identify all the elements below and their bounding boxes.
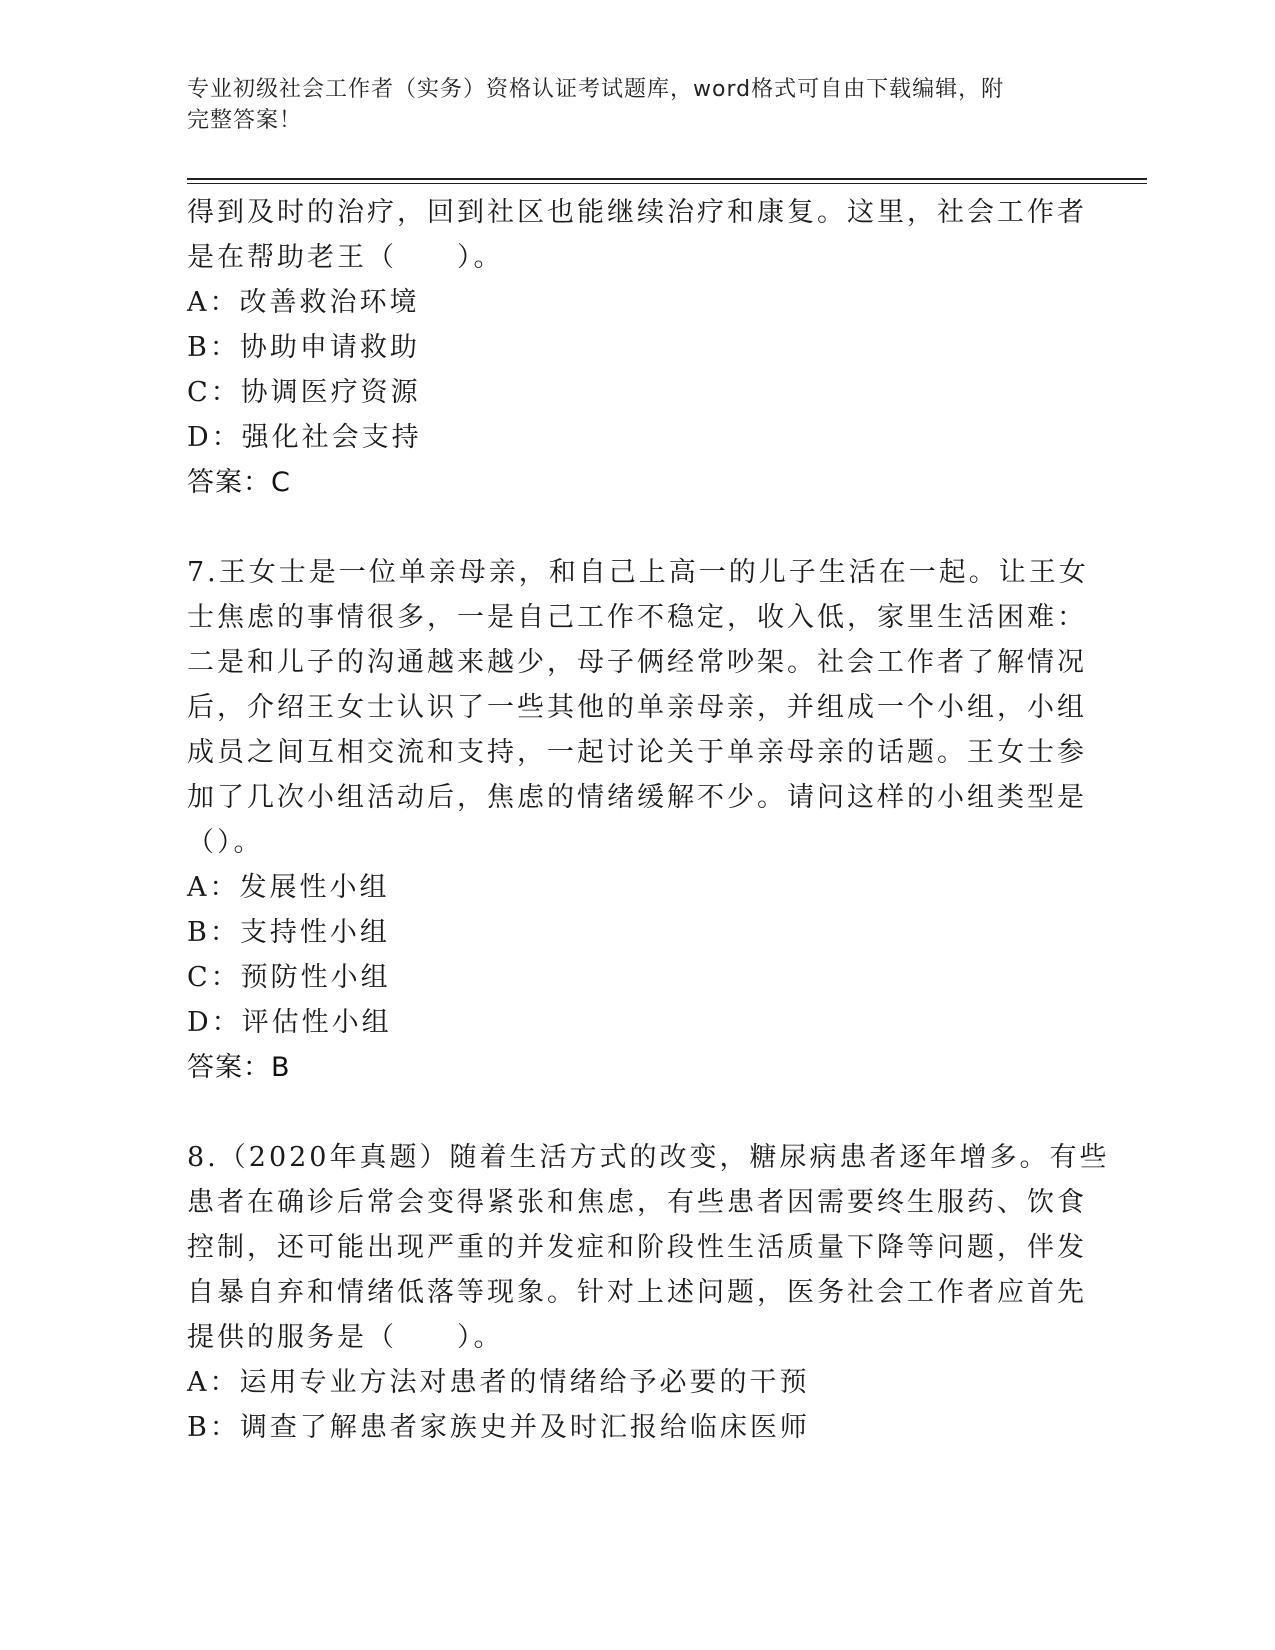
question-stem-line: 后，介绍王女士认识了一些其他的单亲母亲，并组成一个小组，小组 [187,692,1087,723]
question-stem-line: 控制，还可能出现严重的并发症和阶段性生活质量下降等问题，伴发 [187,1232,1087,1263]
option-a: A：运用专业方法对患者的情绪给予必要的干预 [187,1367,810,1398]
option-b: B：协助申请救助 [187,332,420,363]
question-7 [187,550,1089,1090]
option-a: A：发展性小组 [187,872,390,903]
header-rule-thin [187,183,1147,184]
option-d: D：强化社会支持 [187,422,422,453]
option-d: D：评估性小组 [187,1007,392,1038]
question-6 [187,190,1087,505]
question-stem-line: 得到及时的治疗，回到社区也能继续治疗和康复。这里，社会工作者 [187,197,1087,228]
header-rule-thick [187,178,1147,180]
question-stem-line: 自暴自弃和情绪低落等现象。针对上述问题，医务社会工作者应首先 [187,1277,1087,1308]
document-body [187,190,1110,1450]
option-b: B：支持性小组 [187,917,390,948]
answer-line: 答案：B [187,1052,291,1083]
question-stem-line: 提供的服务是（ ）。 [187,1322,504,1353]
question-stem-line: 7.王女士是一位单亲母亲，和自己上高一的儿子生活在一起。让王女 [187,557,1089,588]
answer-line: 答案：C [187,467,291,498]
question-stem-line: 加了几次小组活动后，焦虑的情绪缓解不少。请问这样的小组类型是 [187,782,1087,813]
header-line-1: 专业初级社会工作者（实务）资格认证考试题库，word格式可自由下载编辑，附 [187,77,1005,102]
question-stem-line: 士焦虑的事情很多，一是自己工作不稳定，收入低，家里生活困难： [187,602,1087,633]
question-8 [187,1135,1110,1450]
option-c: C：协调医疗资源 [187,377,421,408]
option-b: B：调查了解患者家族史并及时汇报给临床医师 [187,1412,810,1443]
page-header [187,74,1067,136]
question-gap [187,1090,1067,1135]
question-gap [187,505,1067,550]
option-a: A：改善救治环境 [187,287,420,318]
question-stem-line: 二是和儿子的沟通越来越少，母子俩经常吵架。社会工作者了解情况 [187,647,1087,678]
question-stem-line: 8.（2020年真题）随着生活方式的改变，糖尿病患者逐年增多。有些 [187,1142,1110,1173]
question-stem-line: （）。 [187,827,264,858]
question-stem-line: 是在帮助老王（ ）。 [187,242,504,273]
header-line-2: 完整答案！ [187,108,303,133]
question-stem-line: 患者在确诊后常会变得紧张和焦虑，有些患者因需要终生服药、饮食 [187,1187,1087,1218]
option-c: C：预防性小组 [187,962,391,993]
question-stem-line: 成员之间互相交流和支持，一起讨论关于单亲母亲的话题。王女士参 [187,737,1087,768]
